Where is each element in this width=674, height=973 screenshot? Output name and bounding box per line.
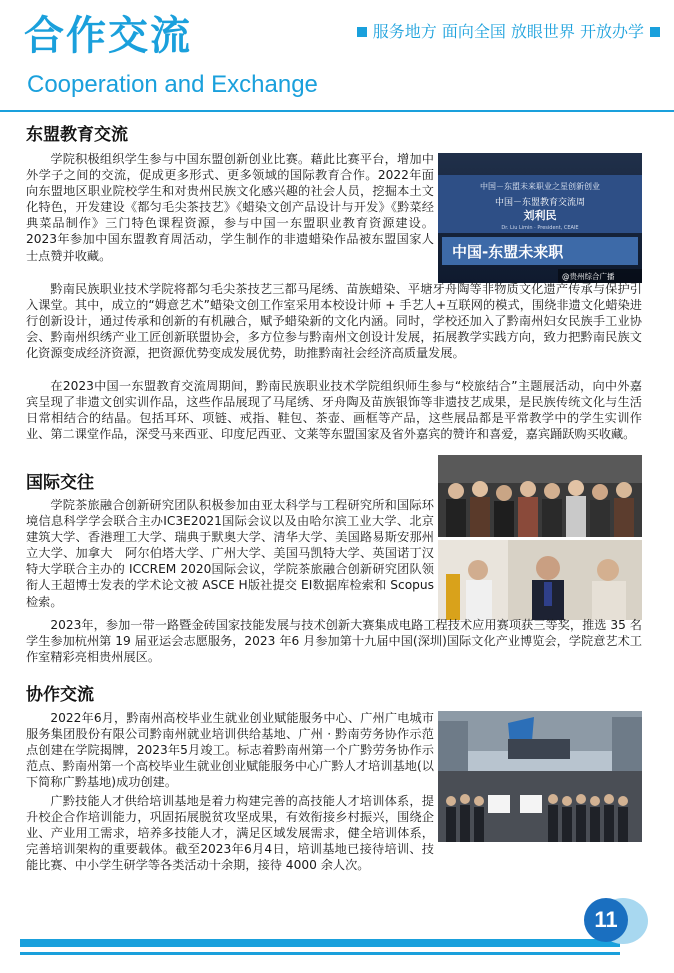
intl-paragraph-2: 2023年，参加一带一路暨金砖国家技能发展与技术创新大赛集成电路工程技术应用赛项获三等奖，推选 35 名学生参加杭州第 19 届亚运会志愿服务，2023 年6 月参加第十九届中国(深圳)国际文化产业博览会，学院意艺术工作室精彩亮相贵州展区。 bbox=[26, 618, 642, 665]
coop-paragraph-1: 2022年6月，黔南州高校毕业生就业创业赋能服务中心、广州广电城市服务集团股份有限公司黔南州就业培训供给基地、广州 · 黔南劳务协作示范点创建在学院揭牌，2023年5月竣工。标志着黔南州第一个广黔劳务协作示范点、黔南州第一个高校毕业生就业创业赋能服务中心广黔人才培训基地(以下简称广黔基地)成功创建。 bbox=[26, 711, 434, 790]
section-title-coop: 协作交流 bbox=[26, 685, 94, 705]
page-title: 合作交流 bbox=[24, 13, 192, 59]
photo-speaker: 刘利民 bbox=[523, 209, 557, 222]
page-number: 11 bbox=[584, 898, 628, 942]
slogan bbox=[357, 22, 660, 42]
photo-banner-mid: 中国－东盟教育交流周 bbox=[494, 198, 586, 208]
coop-group-photo bbox=[438, 711, 642, 842]
photo-bottom-text: 中国-东盟未来职 bbox=[452, 243, 564, 261]
section-title-intl: 国际交往 bbox=[26, 473, 94, 493]
photo-watermark: @贵州综合广播 bbox=[562, 272, 615, 281]
header-divider bbox=[0, 110, 674, 112]
footer-bar-thin bbox=[20, 952, 620, 955]
section-title-asean: 东盟教育交流 bbox=[26, 125, 128, 145]
photo-speaker-sub: Dr. Liu Limin · President, CEAIE bbox=[501, 225, 579, 231]
footer-bar bbox=[20, 939, 620, 947]
coop-paragraph-2: 广黔技能人才供给培训基地是着力构建完善的高技能人才培训体系，提升校企合作培训能力，巩固拓展脱贫攻坚成果，有效衔接乡村振兴，围绕企业、产业用工需求，培养多技能人才，满足区域发展需求，健全培训体系，完善培训架构的重要载体。截至2023年6月4日，培训基地已接待培训、技能比赛、中小学生研学等各类活动十余期，接待 4000 余人次。 bbox=[26, 794, 434, 873]
intl-paragraph-1: 学院茶旅融合创新研究团队积极参加由亚太科学与工程研究所和国际环境信息科学学会联合主办IC3E2021国际会议以及由哈尔滨工业大学、北京建筑大学、香港理工大学、瑞典于默奥大学、清华大学、美国路易斯安那州立大学、加拿大 阿尔伯塔大学、广州大学、美国马凯特大学、英国诺丁汉特大学联合主办的 ICCREM 2020国际会议，学院茶旅融合创新研究团队领衔人王超博士发表的学术论文被 ASCE H版社提交 EI数据库检索和 Scopus 检索。 bbox=[26, 498, 434, 609]
square-bullet-icon bbox=[650, 27, 660, 37]
asean-paragraph-1: 学院积极组织学生参与中国东盟创新创业比赛。藉此比赛平台，增加中外学子之间的交流，促成更多形式、更多领域的国际教育合作。2022年面向东盟地区职业院校学生和对贵州民族文化感兴趣的社会人员，挖掘本土文化特色，开发建设《都匀毛尖茶技艺》《蜡染文创产品设计与开发》《黔菜经典菜品制作》三门特色课程资源，参与中国一东盟职业教育资源建设。2023年参加中国东盟教育周活动，学生制作的非遗蜡染作品被东盟国家人士点赞并收藏。 bbox=[26, 152, 434, 263]
asean-paragraph-2: 黔南民族职业技术学院将都匀毛尖茶技艺三都马尾绣、苗族蜡染、平塘牙舟陶等非物质文化遗产传承与保护引入课堂。其中，成立的“姆意艺术”蜡染文创工作室采用本校设计师 + 手艺人+互联网的模式，围绕非遗文化蜡染进行创新设计，通过传承和创新的有机融合，赋予蜡染新的文化内涵。同时，学校还加入了黔南州妇女民族手工业协会、黔南州织绣产业工匠创新联盟协会，多方位参与黔南州文创设计发展，拓展教学实践方向，致力把黔南民族文化资源变成经济资源，把资源优势变成发展优势，助推黔南社会经济高质量发展。 bbox=[26, 282, 642, 361]
square-bullet-icon bbox=[357, 27, 367, 37]
intl-conference-photo bbox=[438, 540, 642, 620]
slogan-text: 服务地方 面向全国 放眼世界 开放办学 bbox=[372, 22, 644, 41]
intl-group-photo bbox=[438, 455, 642, 537]
photo-banner-top: 中国－东盟未来职业之星创新创业 bbox=[480, 182, 600, 191]
page-subtitle: Cooperation and Exchange bbox=[27, 71, 318, 98]
asean-event-photo bbox=[438, 153, 642, 283]
asean-paragraph-3: 在2023中国一东盟教育交流周期间，黔南民族职业技术学院组织师生参与“校旅结合”主题展活动，向中外嘉宾呈现了非遗文创实训作品，这些作品展现了马尾绣、牙舟陶及苗族银饰等非遗技艺成果，是民族传统文化与生活日常相结合的结晶。包括耳环、项链、戒指、鞋包、茶壶、画框等产品，这些展品都是平常教学中的学生实训作业、第二课堂作品，深受马来西亚、印度尼西亚、文莱等东盟国家及省外嘉宾的赞许和喜爱，嘉宾踊跃购买收藏。 bbox=[26, 379, 642, 442]
page-header bbox=[0, 0, 674, 110]
